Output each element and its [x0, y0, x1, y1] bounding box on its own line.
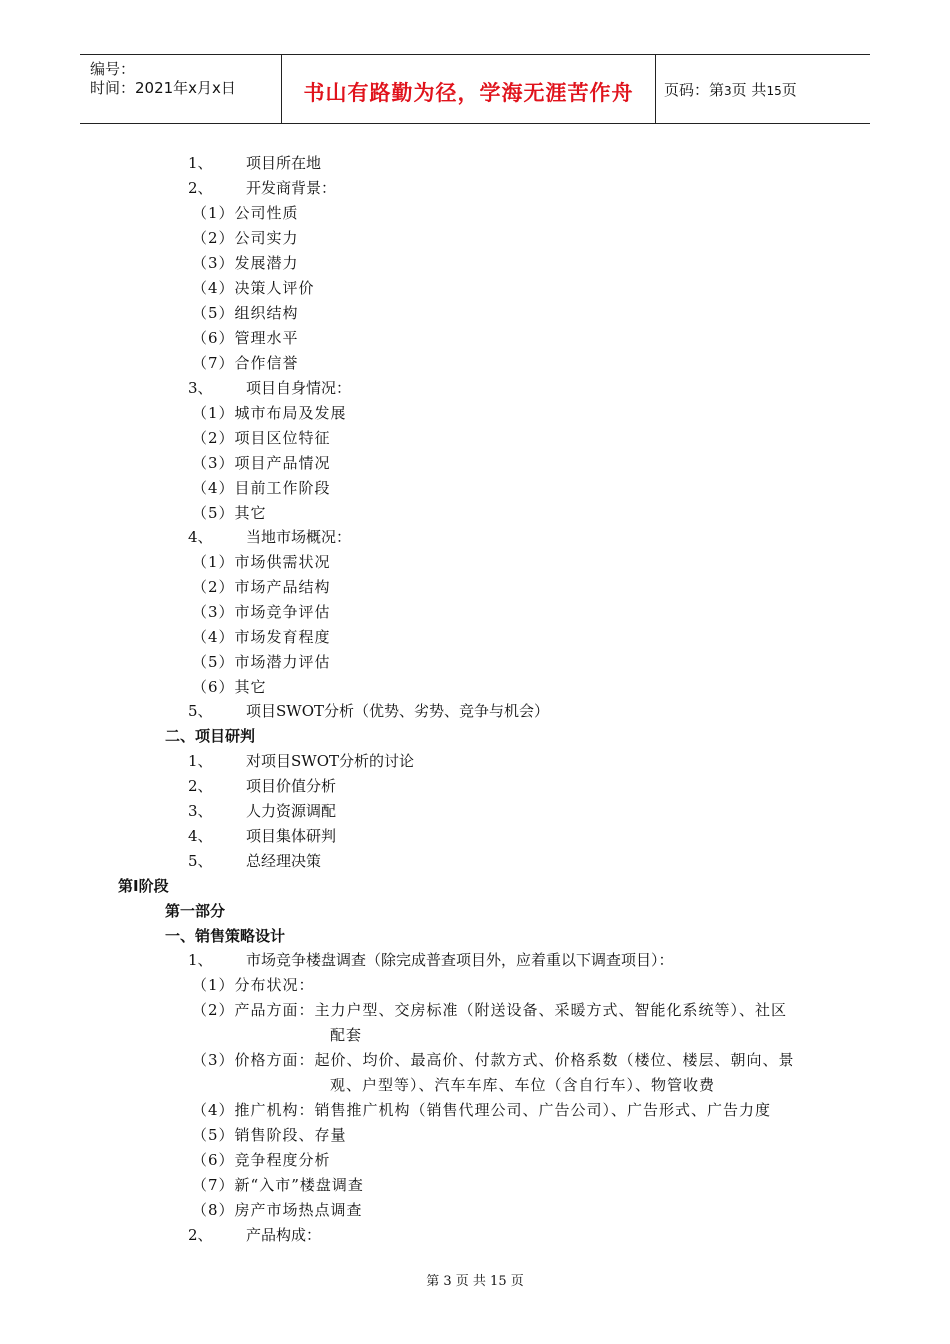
stage-heading: 第Ⅰ阶段	[118, 877, 169, 895]
header-page-cell	[655, 55, 870, 123]
page-footer: 第 3 页 共 15 页	[426, 1274, 524, 1289]
list-item: （1）分布状况：	[192, 976, 315, 994]
header-motto-cell	[281, 55, 656, 123]
list-item: （6）竞争程度分析	[192, 1151, 331, 1169]
header-info-cell	[80, 55, 280, 123]
page-indicator: 页码：第3页 共15页	[664, 81, 797, 99]
list-item: （5）其它	[192, 504, 267, 522]
list-item: （2）市场产品结构	[192, 578, 331, 596]
list-item: （4）推广机构：销售推广机构（销售代理公司、广告公司）、广告形式、广告力度	[192, 1101, 772, 1119]
list-item: （3）价格方面：起价、均价、最高价、付款方式、价格系数（楼位、楼层、朝向、景	[192, 1051, 795, 1069]
list-item: （1）城市布局及发展	[192, 404, 347, 422]
list-item: （3）发展潜力	[192, 254, 299, 272]
list-item: （6）其它	[192, 678, 267, 696]
list-item: （4）决策人评价	[192, 279, 315, 297]
list-item: （7）新“入市”楼盘调查	[192, 1176, 364, 1194]
list-item: （5）组织结构	[192, 304, 299, 322]
list-item: （3）市场竞争评估	[192, 603, 331, 621]
list-item: （1）市场供需状况	[192, 553, 331, 571]
list-item: （2）公司实力	[192, 229, 299, 247]
list-item: （4）市场发育程度	[192, 628, 331, 646]
time-label: 时间：2021年x月x日	[90, 79, 236, 97]
list-item: （5）市场潜力评估	[192, 653, 331, 671]
list-item: （4）目前工作阶段	[192, 479, 331, 497]
list-item: （7）合作信誉	[192, 354, 299, 372]
serial-label: 编号：	[90, 60, 136, 78]
list-item: （3）项目产品情况	[192, 454, 331, 472]
section-heading: 一、销售策略设计	[165, 927, 286, 945]
list-item: （2）产品方面：主力户型、交房标准（附送设备、采暖方式、智能化系统等）、社区	[192, 1001, 788, 1019]
page-header	[80, 54, 870, 124]
list-item: （1）公司性质	[192, 204, 299, 222]
list-item-continuation: 配套	[330, 1026, 363, 1044]
list-item-continuation: 观、户型等）、汽车车库、车位（含自行车）、物管收费	[330, 1076, 716, 1094]
list-item: （6）管理水平	[192, 329, 299, 347]
list-item: （8）房产市场热点调查	[192, 1201, 363, 1219]
list-item: （5）销售阶段、存量	[192, 1126, 347, 1144]
section-heading: 二、项目研判	[165, 727, 256, 745]
part-heading: 第一部分	[165, 902, 226, 920]
motto: 书山有路勤为径，学海无涯苦作舟	[303, 81, 634, 105]
list-item: （2）项目区位特征	[192, 429, 331, 447]
